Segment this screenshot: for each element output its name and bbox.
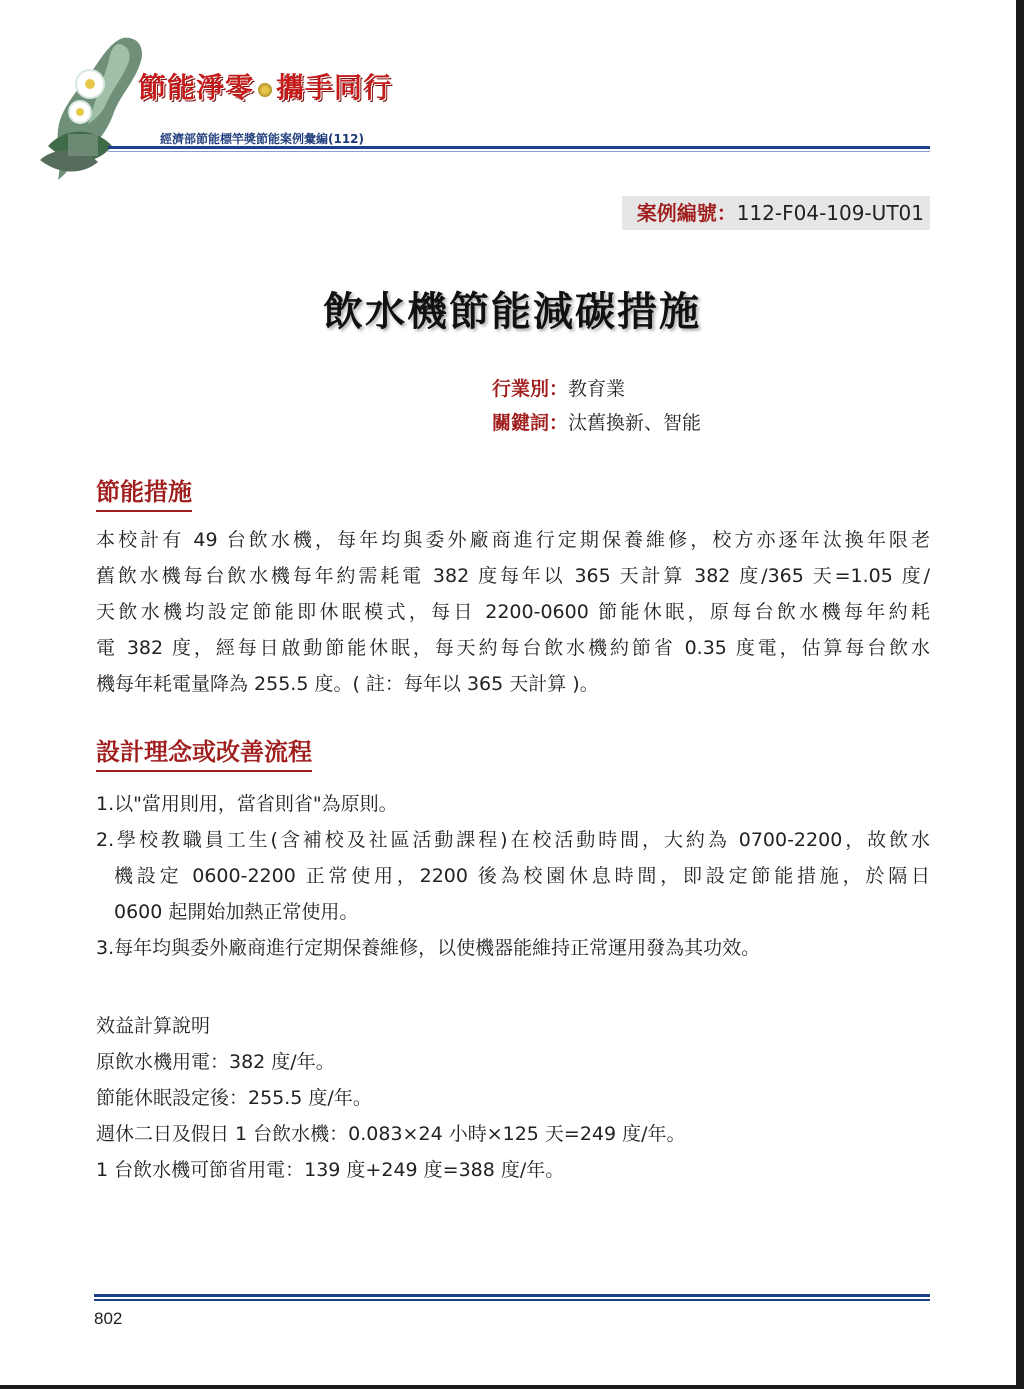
brand-slogan xyxy=(138,66,392,106)
brand-slogan-left: 節能淨零 xyxy=(138,71,255,104)
benefit-calculation xyxy=(96,1008,930,1188)
case-number-label: 案例編號： xyxy=(636,201,737,225)
page-number: 802 xyxy=(94,1309,123,1328)
taiwan-leaf-logo-icon xyxy=(28,34,158,184)
footer-rule-thin xyxy=(94,1299,930,1301)
list-item-text: 1.以"當用則用，當省則省"為原則。 xyxy=(96,793,398,815)
footer-rule xyxy=(94,1294,930,1297)
list-item xyxy=(96,930,930,966)
list-item xyxy=(96,822,930,930)
list-item-text: 3.每年均與委外廠商進行定期保養維修，以使機器能維持正常運用發為其功效。 xyxy=(96,937,761,959)
section-heading-measures: 節能措施 xyxy=(96,472,192,512)
calc-line: 節能休眠設定後：255.5 度/年。 xyxy=(96,1087,372,1109)
case-number-value: 112-F04-109-UT01 xyxy=(736,201,924,225)
paragraph-line: 本校計有 49 台飲水機，每年均與委外廠商進行定期保養維修，校方亦逐年汰換年限老 xyxy=(96,529,930,551)
case-number-box xyxy=(622,196,930,230)
paragraph-line: 舊飲水機每台飲水機每年約需耗電 382 度每年以 365 天計算 382 度/365 天=1.05 度/ xyxy=(96,565,930,587)
keywords-row xyxy=(492,408,701,435)
page-edge-bottom xyxy=(0,1385,1024,1389)
coin-icon xyxy=(258,83,272,97)
list-item-text: 2.學校教職員工生(含補校及社區活動課程)在校活動時間，大約為 0700-2200，故飲水 xyxy=(96,829,930,851)
header-rule xyxy=(108,146,930,149)
page-edge-right xyxy=(1016,0,1024,1389)
industry-label: 行業別： xyxy=(492,378,569,400)
paragraph-line: 機每年耗電量降為 255.5 度。( 註：每年以 365 天計算 )。 xyxy=(96,673,599,695)
header-subtitle: 經濟部節能標竿獎節能案例彙編(112) xyxy=(160,132,365,146)
header-rule-thin xyxy=(108,151,930,152)
industry-value: 教育業 xyxy=(568,378,626,400)
list-item-text: 機設定 0600-2200 正常使用，2200 後為校園休息時間，即設定節能措施，於隔日 xyxy=(114,865,930,887)
list-item-text: 0600 起開始加熱正常使用。 xyxy=(114,901,359,923)
page-title: 飲水機節能減碳措施 xyxy=(323,289,701,335)
keywords-label: 關鍵詞： xyxy=(492,412,569,434)
calc-line: 原飲水機用電：382 度/年。 xyxy=(96,1051,335,1073)
measures-paragraph xyxy=(96,522,930,702)
brand-slogan-right: 攜手同行 xyxy=(276,71,393,104)
industry-row xyxy=(492,374,625,401)
paragraph-line: 電 382 度，經每日啟動節能休眠，每天約每台飲水機約節省 0.35 度電，估算每台飲水 xyxy=(96,637,930,659)
calc-line: 1 台飲水機可節省用電：139 度+249 度=388 度/年。 xyxy=(96,1159,565,1181)
paragraph-line: 天飲水機均設定節能即休眠模式，每日 2200-0600 節能休眠，原每台飲水機每年約耗 xyxy=(96,601,930,623)
section-heading-design: 設計理念或改善流程 xyxy=(96,732,312,772)
list-item xyxy=(96,786,930,822)
calc-line: 週休二日及假日 1 台飲水機：0.083×24 小時×125 天=249 度/年。 xyxy=(96,1123,686,1145)
calc-heading: 效益計算說明 xyxy=(96,1015,211,1037)
keywords-value: 汰舊換新、智能 xyxy=(568,412,702,434)
design-list xyxy=(96,786,930,966)
